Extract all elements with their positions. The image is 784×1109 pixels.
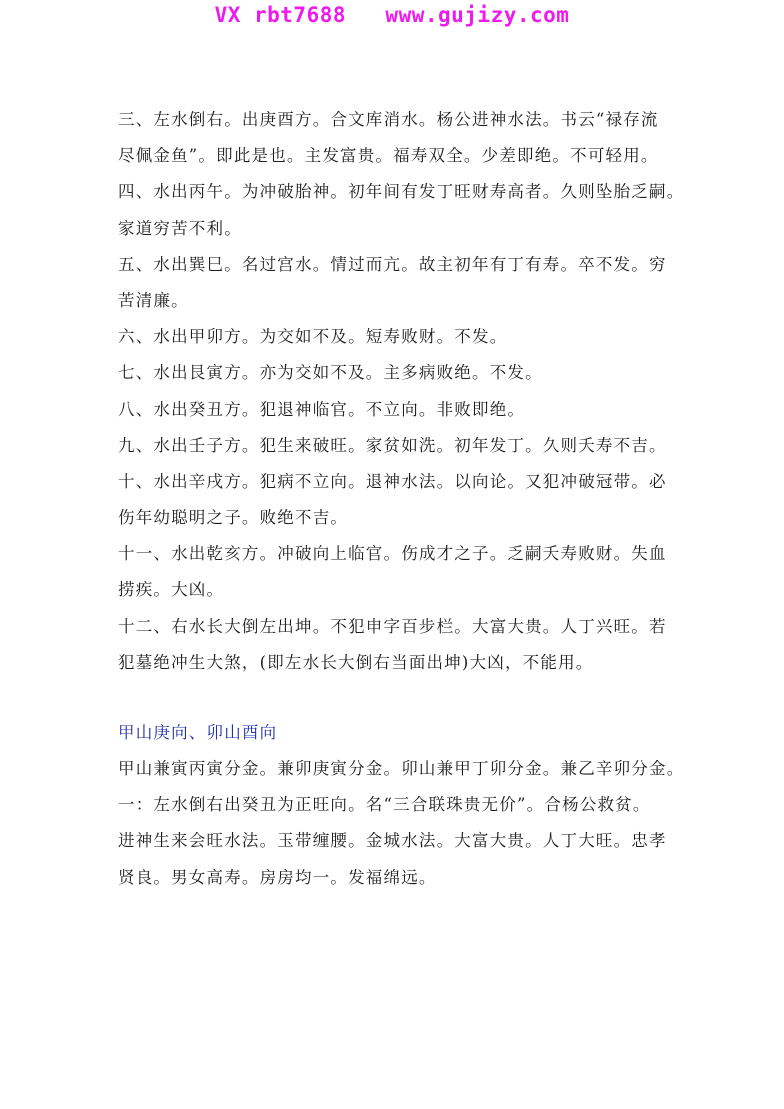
text-line: 伤年幼聪明之子。败绝不吉。 — [118, 508, 349, 528]
text-line: 十二、右水长大倒左出坤。不犯申字百步栏。大富大贵。人丁兴旺。若 — [118, 616, 667, 636]
text-line: 尽佩金鱼”。即此是也。主发富贵。福寿双全。少差即绝。不可轻用。 — [118, 146, 659, 166]
text-line: 十、水出辛戌方。犯病不立向。退神水法。以向论。又犯冲破冠带。必 — [118, 471, 667, 491]
text-line: 三、左水倒右。出庚酉方。合文库消水。杨公进神水法。书云“禄存流 — [118, 110, 659, 129]
section-heading: 甲山庚向、卯山酉向 — [118, 723, 278, 742]
text-line: 四、水出丙午。为冲破胎神。初年间有发丁旺财寿高者。久则坠胎乏嗣。 — [118, 182, 685, 202]
text-line: 甲山兼寅丙寅分金。兼卯庚寅分金。卯山兼甲丁卯分金。兼乙辛卯分金。 — [118, 759, 685, 778]
text-line: 十一、水出乾亥方。冲破向上临官。伤成才之子。乏嗣夭寿败财。失血 — [118, 544, 667, 564]
section-jia-mao — [118, 715, 685, 896]
text-line: 贤良。男女高寿。房房均一。发福绵远。 — [118, 867, 437, 887]
text-line: 进神生来会旺水法。玉带缠腰。金城水法。大富大贵。人丁大旺。忠孝 — [118, 831, 667, 851]
text-line: 七、水出艮寅方。亦为交如不及。主多病败绝。不发。 — [118, 363, 543, 383]
text-line: 六、水出甲卯方。为交如不及。短寿败财。不发。 — [118, 327, 508, 347]
text-line: 犯墓绝冲生大煞，(即左水长大倒右当面出坤)大凶，不能用。 — [118, 652, 594, 672]
watermark: VX rbt7688 www.gujizy.com — [214, 3, 570, 27]
text-line: 五、水出巽巳。名过宫水。情过而亢。故主初年有丁有寿。卒不发。穷 — [118, 254, 667, 274]
text-line: 九、水出壬子方。犯生来破旺。家贫如洗。初年发丁。久则夭寿不吉。 — [118, 435, 667, 455]
document-body — [118, 102, 685, 896]
text-line: 家道穷苦不利。 — [118, 218, 242, 238]
text-line: 一：左水倒右出癸丑为正旺向。名“三合联珠贵无价”。合杨公救贫。 — [118, 795, 651, 815]
section-gap — [118, 681, 678, 715]
text-line: 苦清廉。 — [118, 290, 189, 310]
text-line: 八、水出癸丑方。犯退神临官。不立向。非败即绝。 — [118, 399, 526, 419]
section-water-directions — [118, 102, 685, 681]
text-line: 捞疾。大凶。 — [118, 580, 225, 600]
